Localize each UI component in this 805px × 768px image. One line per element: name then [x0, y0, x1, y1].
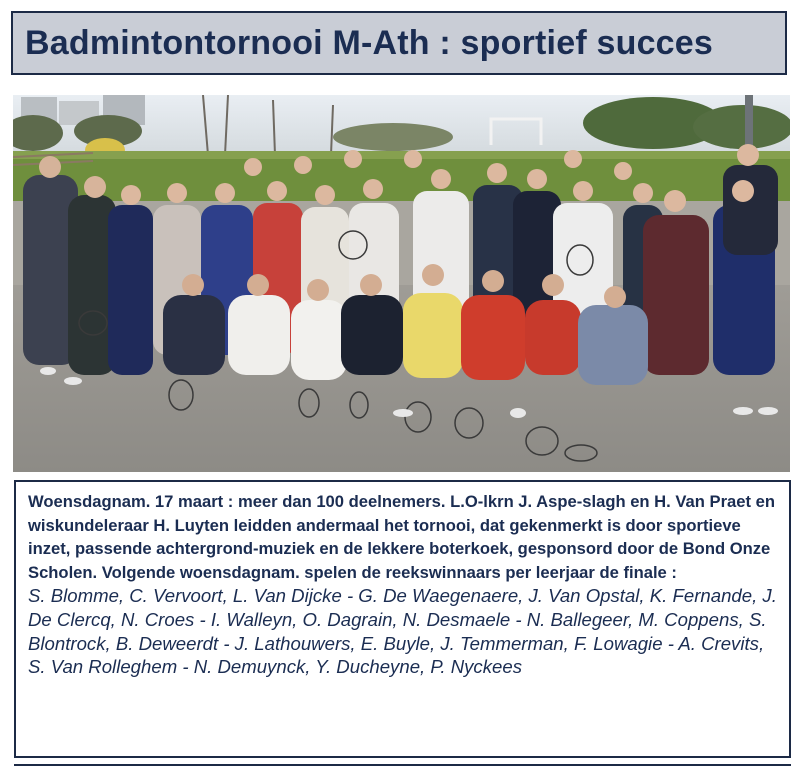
- group-photo: [13, 95, 790, 472]
- article-headline: Badmintontornooi M-Ath : sportief succes: [25, 23, 713, 62]
- bottom-rule: [14, 764, 791, 766]
- caption-box: [14, 480, 791, 758]
- caption-names: S. Blomme, C. Vervoort, L. Van Dijcke - G. De Waegenaere, J. Van Opstal, K. Fernande, J. De Clercq, N. Croes - I. Walleyn, O. Dagrain, N. Desmaele - N. Ballegeer, M. Coppens, S. Blontrock, B. Deweerdt - J. Lathouwers, E. Buyle, J. Temmerman, F. Lowagie - A. Crevits, S. Van Rolleghem - N. Demuynck, Y. Ducheyne, P. Nyckees: [28, 585, 777, 678]
- caption-intro: Woensdagnam. 17 maart : meer dan 100 deelnemers. L.O-lkrn J. Aspe-slagh en H. Van Praet en wiskundeleraar H. Luyten leidden andermaal het tornooi, dat gekenmerkt is door sportieve inzet, passende achtergrond-muziek en de lekkere boterkoek, gesponsord door de Bond Onze Scholen. Volgende woensdagnam. spelen de reekswinnaars per leerjaar de finale :: [28, 492, 775, 582]
- headline-banner: [11, 11, 787, 75]
